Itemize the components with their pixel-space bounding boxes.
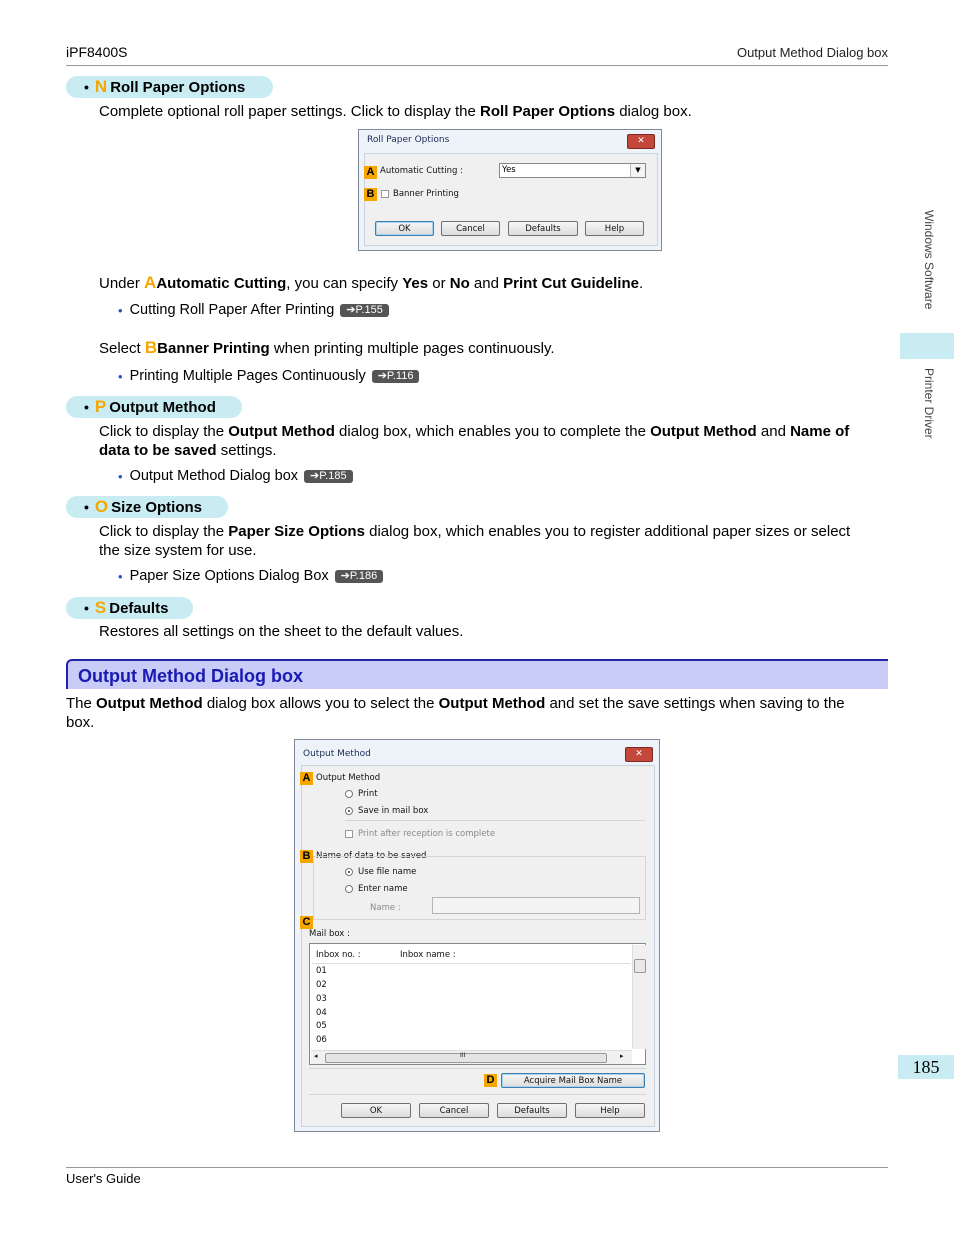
header-rule (66, 65, 888, 66)
enter-name-label: Enter name (358, 884, 408, 894)
page-number: 185 (898, 1055, 954, 1079)
section-intro: The Output Method dialog box allows you to select the Output Method and set the save settings when saving to the box. (66, 695, 845, 731)
side-tab-printer-driver: Printer Driver (922, 368, 936, 439)
horizontal-scrollbar[interactable] (311, 1050, 632, 1064)
roll-paper-options-dialog (358, 129, 662, 251)
acquire-mailbox-name-button[interactable]: Acquire Mail Box Name (501, 1073, 645, 1088)
dialog-title: Roll Paper Options (367, 135, 450, 145)
ok-button[interactable]: OK (341, 1103, 411, 1118)
help-button[interactable]: Help (585, 221, 644, 236)
close-icon[interactable]: ✕ (627, 134, 655, 149)
list-item: • Printing Multiple Pages Continuously ➔P.116 (118, 368, 419, 384)
table-row[interactable]: 04 (316, 1008, 327, 1018)
table-row[interactable]: 01 (316, 966, 327, 976)
table-row[interactable]: 06 (316, 1035, 327, 1045)
marker-d: D (484, 1074, 497, 1087)
column-header-inbox-no[interactable]: Inbox no. : (316, 950, 361, 960)
name-field-label: Name : (370, 903, 401, 913)
automatic-cutting-description: Under AAutomatic Cutting, you can specify Yes or No and Print Cut Guideline. (99, 273, 644, 292)
scroll-thumb[interactable] (325, 1053, 607, 1063)
marker-b: B (300, 850, 313, 863)
output-method-group-label: Output Method (316, 773, 381, 783)
heading-size-options: • O Size Options (66, 496, 228, 518)
header-product: iPF8400S (66, 44, 128, 60)
output-method-dialog (294, 739, 660, 1132)
list-item: • Output Method Dialog box ➔P.185 (118, 468, 353, 484)
mailbox-label: Mail box : (309, 929, 350, 939)
vertical-scrollbar[interactable] (632, 945, 646, 1049)
divider (309, 1068, 646, 1069)
defaults-button[interactable]: Defaults (508, 221, 578, 236)
banner-printing-label: Banner Printing (393, 189, 459, 199)
footer-guide: User's Guide (66, 1171, 141, 1186)
print-radio[interactable] (345, 790, 353, 798)
print-after-reception-checkbox[interactable] (345, 830, 353, 838)
table-row[interactable]: 05 (316, 1021, 327, 1031)
name-input[interactable] (432, 897, 640, 914)
list-item: • Paper Size Options Dialog Box ➔P.186 (118, 568, 383, 584)
defaults-description: Restores all settings on the sheet to the default values. (99, 623, 464, 640)
footer-rule (66, 1167, 888, 1168)
marker-a: A (300, 772, 313, 785)
scroll-right-icon[interactable]: ▸ (620, 1052, 624, 1060)
table-row[interactable]: 02 (316, 980, 327, 990)
save-in-mailbox-radio[interactable] (345, 807, 353, 815)
print-after-reception-label: Print after reception is complete (358, 829, 496, 839)
header-divider (312, 963, 630, 964)
heading-roll-paper-options: • N Roll Paper Options (66, 76, 273, 98)
cancel-button[interactable]: Cancel (419, 1103, 489, 1118)
scroll-left-icon[interactable]: ◂ (314, 1052, 318, 1060)
page-reference-link[interactable]: ➔P.186 (335, 570, 384, 583)
automatic-cutting-select[interactable]: Yes ▼ (499, 163, 646, 178)
save-in-mailbox-label: Save in mail box (358, 806, 429, 816)
page-reference-link[interactable]: ➔P.116 (372, 370, 420, 383)
roll-paper-description: Complete optional roll paper settings. Click to display the Roll Paper Options dialog box. (99, 103, 692, 120)
heading-defaults: • S Defaults (66, 597, 193, 619)
use-file-name-label: Use file name (358, 867, 417, 877)
column-header-inbox-name[interactable]: Inbox name : (400, 950, 456, 960)
print-label: Print (358, 789, 378, 799)
defaults-button[interactable]: Defaults (497, 1103, 567, 1118)
marker-a: A (364, 166, 377, 179)
banner-printing-checkbox[interactable] (381, 190, 389, 198)
side-tab-windows-software: Windows Software (922, 210, 936, 310)
table-row[interactable]: 03 (316, 994, 327, 1004)
divider (309, 1094, 646, 1095)
list-item: • Cutting Roll Paper After Printing ➔P.155 (118, 302, 389, 318)
help-button[interactable]: Help (575, 1103, 645, 1118)
scroll-thumb[interactable] (634, 959, 646, 973)
close-icon[interactable]: ✕ (625, 747, 653, 762)
scroll-grip-icon: III (460, 1052, 466, 1059)
dialog-title: Output Method (303, 749, 371, 759)
size-options-description: Click to display the Paper Size Options dialog box, which enables you to register additional paper sizes or select the size system for use. (99, 523, 851, 559)
marker-c: C (300, 916, 313, 929)
side-band-marker (900, 333, 954, 359)
enter-name-radio[interactable] (345, 885, 353, 893)
heading-output-method: • P Output Method (66, 396, 242, 418)
section-heading: Output Method Dialog box (66, 659, 888, 689)
mailbox-list[interactable] (309, 943, 646, 1065)
output-method-description: Click to display the Output Method dialog box, which enables you to complete the Output Method and Name of data to be saved settings. (99, 423, 850, 459)
header-section-title: Output Method Dialog box (736, 45, 888, 60)
ok-button[interactable]: OK (375, 221, 434, 236)
cancel-button[interactable]: Cancel (441, 221, 500, 236)
banner-printing-description: Select BBanner Printing when printing multiple pages continuously. (99, 338, 555, 357)
page-reference-link[interactable]: ➔P.185 (304, 470, 353, 483)
divider (345, 820, 645, 821)
page-reference-link[interactable]: ➔P.155 (340, 304, 389, 317)
use-file-name-radio[interactable] (345, 868, 353, 876)
name-of-data-group-label: Name of data to be saved (316, 851, 427, 861)
automatic-cutting-label: Automatic Cutting : (380, 166, 463, 176)
chevron-down-icon: ▼ (630, 164, 645, 177)
marker-b: B (364, 188, 377, 201)
